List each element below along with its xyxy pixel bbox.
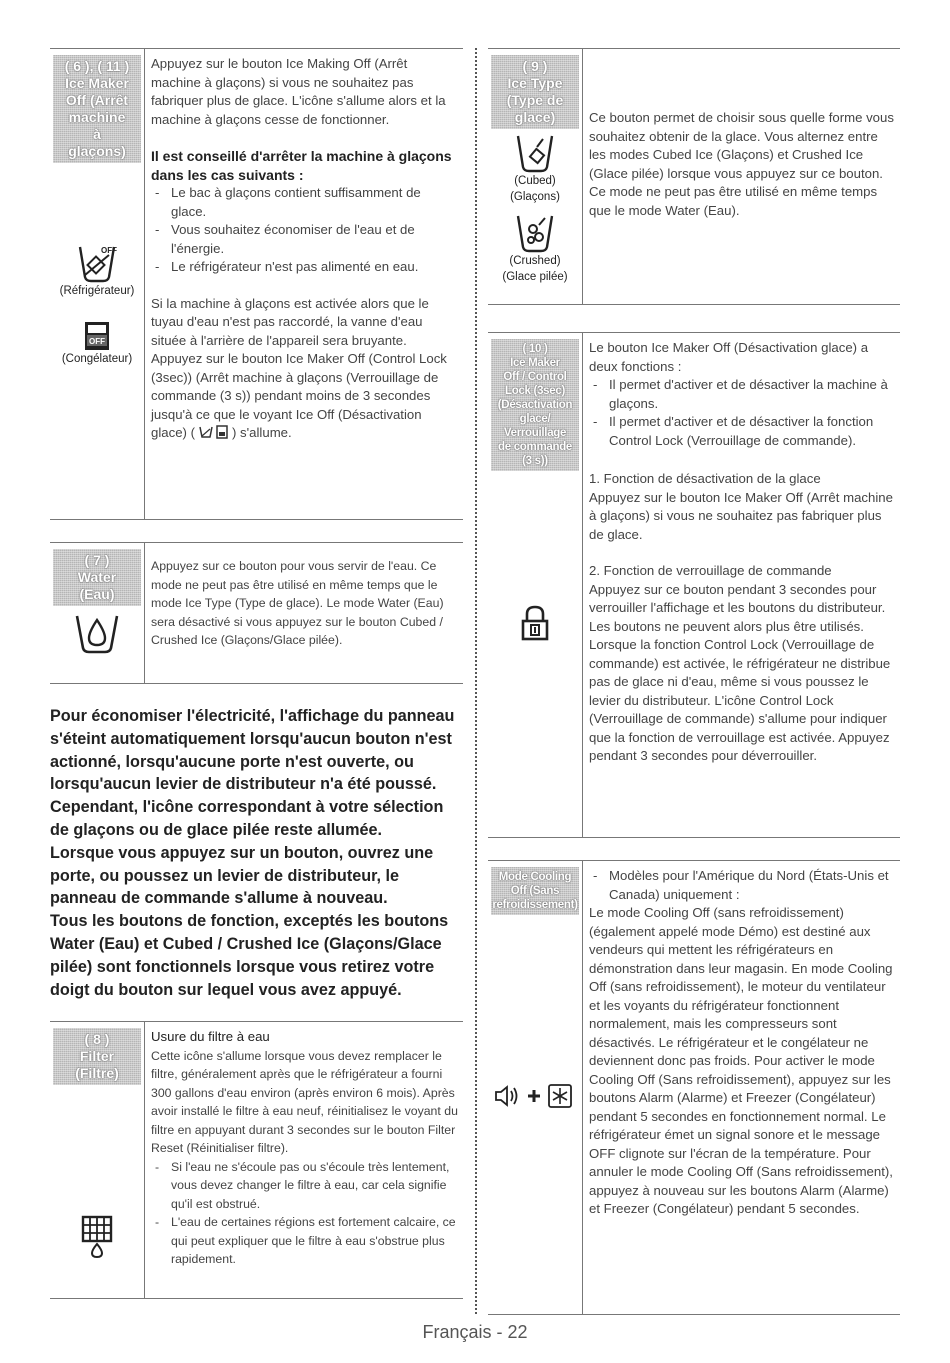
tag-filter: ( 8 ) Filter (Filtre) <box>53 1028 141 1085</box>
inline-freezer-icon <box>216 425 232 440</box>
svg-text:OFF: OFF <box>89 337 105 346</box>
crushed-label: (Crushed) (Glace pilée) <box>502 255 568 283</box>
ice-maker-off-intro: Appuyez sur le bouton Ice Making Off (Arrêt machine à glaçons) si vous ne souhaitez pas fabriquer plus de glace. L'icône s'allume alors et la machine à glaçons cesse de fonctionner. <box>151 56 446 127</box>
tag-cell <box>488 861 583 1314</box>
list-item: - Le bac à glaçons contient suffisamment de glace. <box>151 184 459 221</box>
notice-paragraph: Pour économiser l'électricité, l'affichage du panneau s'éteint automatiquement lorsqu'aucun bouton n'est actionné, lorsqu'aucune porte n'est ouverte, ou lorsqu'aucun levier de distributeur n'a été poussé. Cependant, l'icône correspondant à votre sélection de glaçons ou de glace pilée reste allumée. <box>50 707 455 839</box>
filter-text: Cette icône s'allume lorsque vous devez remplacer le filtre, généralement après que le réfrigérateur a fourni 300 gallons d'eau environ (après environ 6 mois). Après avoir installé le filtre à eau neuf, réinitialisez le voyant du filtre en appuyant durant 3 secondes sur le bouton Filter Reset (Réinitialiser filtre). <box>151 1048 458 1155</box>
filter-content <box>145 1022 463 1298</box>
filter-list <box>151 1158 459 1269</box>
tag-control-lock: ( 10 ) Ice Maker Off / Control Lock (3sec) (Désactivation glace/ Verrouillage de commande (3 s)) <box>491 339 579 471</box>
section-water <box>50 542 463 684</box>
outro-text: Si la machine à glaçons est activée alors que le tuyau d'eau n'est pas raccordé, la vanne d'eau située à l'arrière de l'appareil sera bruyante. Appuyez sur le bouton Ice Maker Off (Control Lock (3sec)) (Arrêt machine à glaçons (Verrouillage de commande (3 s)) pendant moins de 3 secondes jusqu'à ce que le voyant Ice Off (Désactivation glace) ( <box>151 295 447 440</box>
section-control-lock <box>488 332 900 838</box>
tag-cell <box>50 49 145 519</box>
list-item: - Il permet d'activer et de désactiver la fonction Control Lock (Verrouillage de commande). <box>589 413 896 450</box>
cubed-ice-icon <box>515 133 555 173</box>
ice-maker-off-outro <box>151 295 459 443</box>
ice-type-content <box>583 49 900 304</box>
svg-text:OFF: OFF <box>101 246 117 255</box>
column-divider <box>475 48 477 1314</box>
left-column <box>50 48 463 684</box>
cooling-off-content <box>583 861 900 1314</box>
freezer-off-icon <box>84 321 110 351</box>
cubed-label: (Cubed) (Glaçons) <box>510 175 560 203</box>
right-column <box>488 48 900 1315</box>
tag-water: ( 7 ) Water (Eau) <box>53 549 141 606</box>
inline-ice-off-icon <box>199 425 217 440</box>
tag-cell <box>488 49 583 304</box>
notice-paragraph: Lorsque vous appuyez sur un bouton, ouvrez une porte, ou poussez un levier de distributeur, le panneau de commande s'allume à nouveau. <box>50 843 434 908</box>
tag-ice-maker-off: ( 6 ), ( 11 ) Ice Maker Off (Arrêt machine à glaçons) <box>53 55 141 163</box>
control-lock-content <box>583 333 900 837</box>
tag-cell <box>50 543 145 683</box>
function-2-text: Appuyez sur ce bouton pendant 3 secondes pour verrouiller l'affichage et les boutons du distributeur. Les boutons ne peuvent alors plus être utilisés. Lorsque la fonction Control Lock (Verrouillage de commande) est activée, le réfrigérateur ne distribue pas de glace ni d'eau, même si vous poussez le levier du distributeur. L'icône Control Lock (Verrouillage de commande) s'allume pour indiquer que la fonction de verrouillage est activée. Appuyez pendant 3 secondes pour déverrouiller. <box>589 581 891 763</box>
outro-end-text: ) s'allume. <box>232 425 292 440</box>
list-item: - Vous souhaitez économiser de l'eau et de l'énergie. <box>151 221 459 258</box>
tag-ice-type: ( 9 ) Ice Type (Type de glace) <box>491 55 579 129</box>
water-content <box>145 543 463 683</box>
freezer-label: (Congélateur) <box>61 353 133 365</box>
energy-saving-notice <box>50 705 463 1001</box>
section-ice-type <box>488 48 900 305</box>
section-ice-maker-off <box>50 48 463 520</box>
section-filter <box>50 1021 463 1299</box>
list-item: - Le réfrigérateur n'est pas alimenté en eau. <box>151 258 459 277</box>
cooling-off-list <box>589 867 896 904</box>
water-text: Appuyez sur ce bouton pour vous servir de l'eau. Ce mode ne peut pas être utilisé en même temps que le mode Ice Type (Type de glace). Le mode Water (Eau) sera désactivé si vous appuyez sur le bouton Cubed / Crushed Ice (Glaçons/Glace pilée). <box>151 559 444 647</box>
filter-heading: Usure du filtre à eau <box>151 1029 270 1044</box>
notice-paragraph: Tous les boutons de fonction, exceptés les boutons Water (Eau) et Cubed / Crushed Ice (Glaçons/Glace pilée) sont fonctionnels lorsque vous retirez votre doigt du bouton sur lequel vous avez appuyé. <box>50 912 449 999</box>
list-item: - Modèles pour l'Amérique du Nord (États-Unis et Canada) uniquement : <box>589 867 896 904</box>
crushed-ice-icon <box>515 213 555 253</box>
list-item: - L'eau de certaines régions est fortement calcaire, ce qui peut expliquer que le filtre à eau s'obstrue plus rapidement. <box>151 1213 459 1269</box>
function-1-text: Appuyez sur le bouton Ice Maker Off (Arrêt machine à glaçons) si vous ne souhaitez pas fabriquer plus de glace. <box>589 489 893 542</box>
filter-icon <box>80 1215 114 1259</box>
list-item: - Il permet d'activer et de désactiver la machine à glaçons. <box>589 376 896 413</box>
list-item: - Si l'eau ne s'écoule pas ou s'écoule très lentement, vous devez changer le filtre à eau, car cela signifie qu'il est obstrué. <box>151 1158 459 1214</box>
alarm-plus-freezer-icon <box>494 1083 576 1109</box>
tag-cooling-off: Mode Cooling Off (Sans refroidissement) <box>491 867 579 915</box>
fridge-ice-off-icon <box>77 241 117 283</box>
ice-maker-off-list <box>151 184 459 277</box>
page-footer: Français - 22 <box>422 1322 528 1342</box>
water-drop-icon <box>73 612 121 654</box>
tag-cell <box>488 333 583 837</box>
lock-icon <box>520 605 550 641</box>
control-lock-list <box>589 376 896 450</box>
ice-maker-off-content <box>145 49 463 519</box>
ice-type-text: Ce bouton permet de choisir sous quelle forme vous souhaitez obtenir de la glace. Vous alternez entre les modes Cubed Ice (Glaçons) et Crushed Ice (Glace pilée) lorsque vous appuyez sur ce bouton. Ce mode ne peut pas être utilisé en même temps que le mode Water (Eau). <box>589 110 894 218</box>
function-1-title: 1. Fonction de désactivation de la glace <box>589 471 821 486</box>
ice-maker-off-heading: Il est conseillé d'arrêter la machine à glaçons dans les cas suivants : <box>151 148 452 183</box>
cooling-off-text: Le mode Cooling Off (sans refroidissement) (également appelé mode Démo) est destiné aux vendeurs qui mettent les réfrigérateurs en démonstration dans leur magasin. En mode Cooling Off (sans refroidissement), le moteur du ventilateur et les voyants du réfrigérateur fonctionnent normalement, mais les compresseurs sont désactivés. Le réfrigérateur et le congélateur ne deviennent donc pas froids. Pour activer le mode Cooling Off (Sans refroidissement), appuyez sur les boutons Alarm (Alarme) et Freezer (Congélateur) pendant 5 secondes en fonctionnement normal. Le réfrigérateur émet un signal sonore et le message OFF clignote sur l'écran de la température. Pour annuler le mode Cooling Off (Sans refroidissement), appuyez à nouveau sur les boutons Alarm (Alarme) et Freezer (Congélateur) pendant 5 secondes. <box>589 905 893 1216</box>
section-cooling-off <box>488 860 900 1315</box>
function-2-title: 2. Fonction de verrouillage de commande <box>589 563 832 578</box>
fridge-label: (Réfrigérateur) <box>59 285 135 297</box>
tag-cell <box>50 1022 145 1298</box>
control-lock-intro: Le bouton Ice Maker Off (Désactivation glace) a deux fonctions : <box>589 340 869 374</box>
